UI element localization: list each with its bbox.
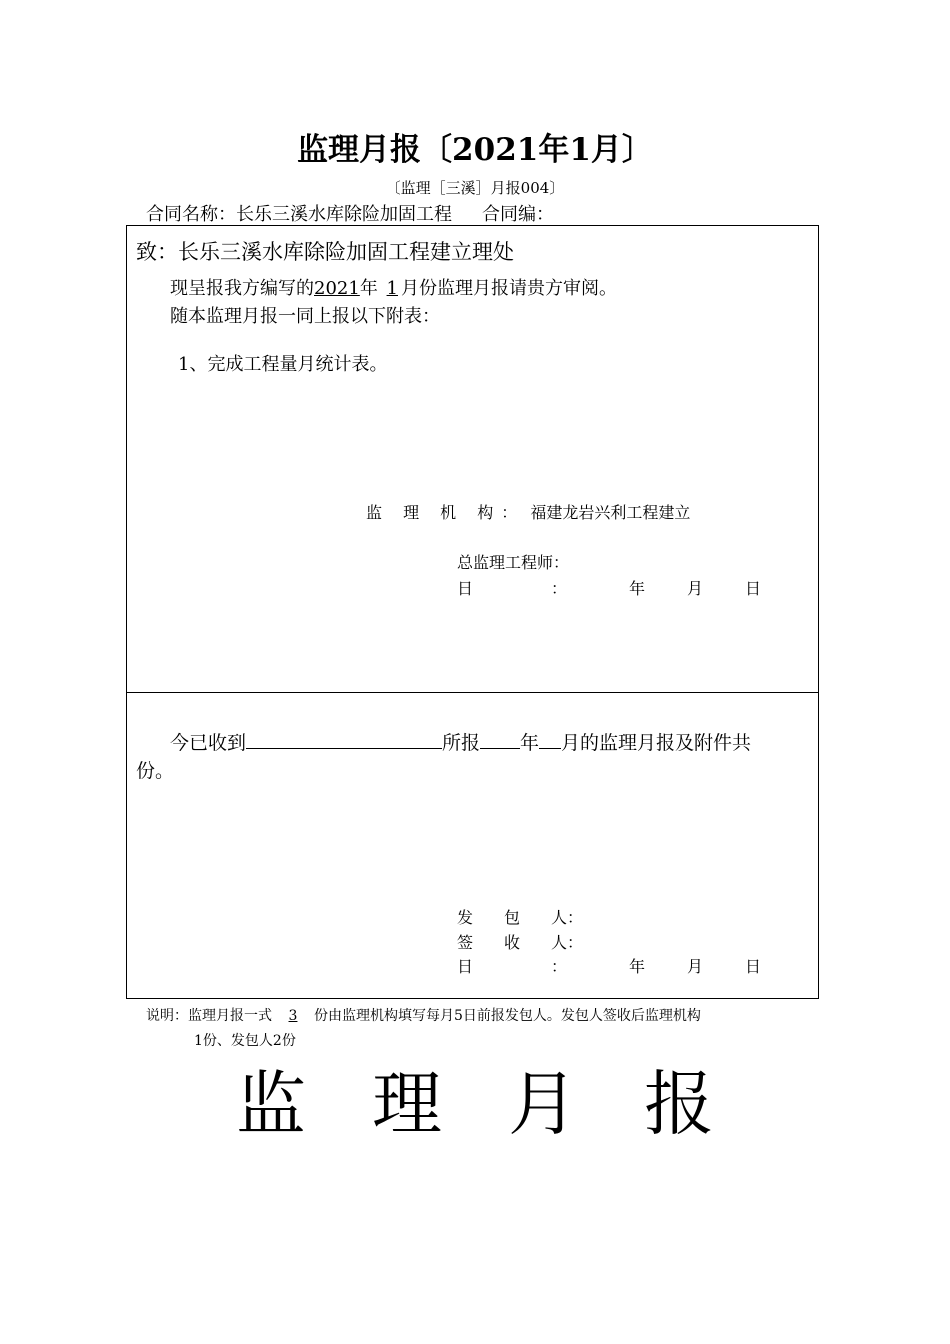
receipt-year-word: 年 <box>520 732 540 754</box>
issuer-char: 发 <box>457 908 474 927</box>
contract-line <box>146 200 554 226</box>
contract-name-label: 合同名称： <box>146 204 236 225</box>
addressee: 致：长乐三溪水库除险加固工程建立理处 <box>136 240 514 264</box>
date-month: 月 <box>687 579 704 598</box>
date-colon: ： <box>551 957 568 976</box>
cover-title-char: 报 <box>644 1063 714 1145</box>
receipt-date-row <box>457 954 797 974</box>
statement-year: 2021 <box>314 278 360 299</box>
issuer-char: 人： <box>551 908 584 927</box>
receipt-tail: 月的监理月报及附件共 <box>561 732 752 754</box>
note-line-2: 1份、发包人2份 <box>194 1033 296 1049</box>
contract-name-value: 长乐三溪水库除险加固工程 <box>236 204 452 225</box>
receipt-mid: 所报 <box>442 732 481 754</box>
issuer-label <box>457 905 583 928</box>
receipt-statement <box>170 728 751 755</box>
attachment-item: 1、完成工程量月统计表。 <box>178 354 388 375</box>
date-label: 日 <box>457 579 474 598</box>
receipt-prefix: 今已收到 <box>170 732 247 754</box>
date-day: 日 <box>745 957 762 976</box>
sign-date-row <box>457 576 797 596</box>
org-value: 福建龙岩兴利工程建立 <box>530 503 691 522</box>
supervision-org <box>366 500 690 523</box>
signer-char: 收 <box>504 933 521 952</box>
section-divider <box>127 692 818 693</box>
note-prefix: 说明：监理月报一式 <box>146 1008 272 1024</box>
date-day: 日 <box>745 579 762 598</box>
report-form-box <box>126 225 819 999</box>
note-line <box>146 1005 701 1025</box>
chief-engineer-label: 总监理工程师： <box>457 553 570 572</box>
signer-char: 签 <box>457 933 474 952</box>
statement-month: 1 <box>386 278 398 299</box>
signer-label <box>457 930 583 953</box>
issuer-char: 包 <box>504 908 521 927</box>
month-blank[interactable] <box>539 730 561 749</box>
note-copies: 3 <box>288 1008 298 1024</box>
cover-title-char: 月 <box>508 1063 578 1145</box>
sender-blank[interactable] <box>246 730 442 749</box>
cover-title <box>0 1048 950 1149</box>
date-year: 年 <box>629 579 646 598</box>
signer-char: 人： <box>551 933 584 952</box>
statement-year-suffix: 年 <box>359 278 378 299</box>
attachments-intro: 随本监理月报一同上报以下附表： <box>170 306 440 327</box>
note-suffix: 份由监理机构填写每月5日前报发包人。发包人签收后监理机构 <box>314 1008 701 1024</box>
submission-statement <box>170 274 617 300</box>
date-year: 年 <box>629 957 646 976</box>
cover-title-char: 监 <box>236 1063 306 1145</box>
cover-title-char: 理 <box>372 1063 442 1145</box>
receipt-copies: 份。 <box>136 760 175 782</box>
org-label: 监 理 机 构： <box>366 503 526 522</box>
date-month: 月 <box>687 957 704 976</box>
statement-prefix: 现呈报我方编写的 <box>170 278 314 299</box>
report-title: 监理月报〔2021年1月〕 <box>297 132 653 168</box>
statement-suffix: 月份监理月报请贵方审阅。 <box>401 278 617 299</box>
contract-no-label: 合同编： <box>482 204 554 225</box>
date-colon: ： <box>551 579 568 598</box>
date-label: 日 <box>457 957 474 976</box>
document-number: 〔监理［三溪］月报004〕 <box>385 179 565 197</box>
year-blank[interactable] <box>480 730 520 749</box>
